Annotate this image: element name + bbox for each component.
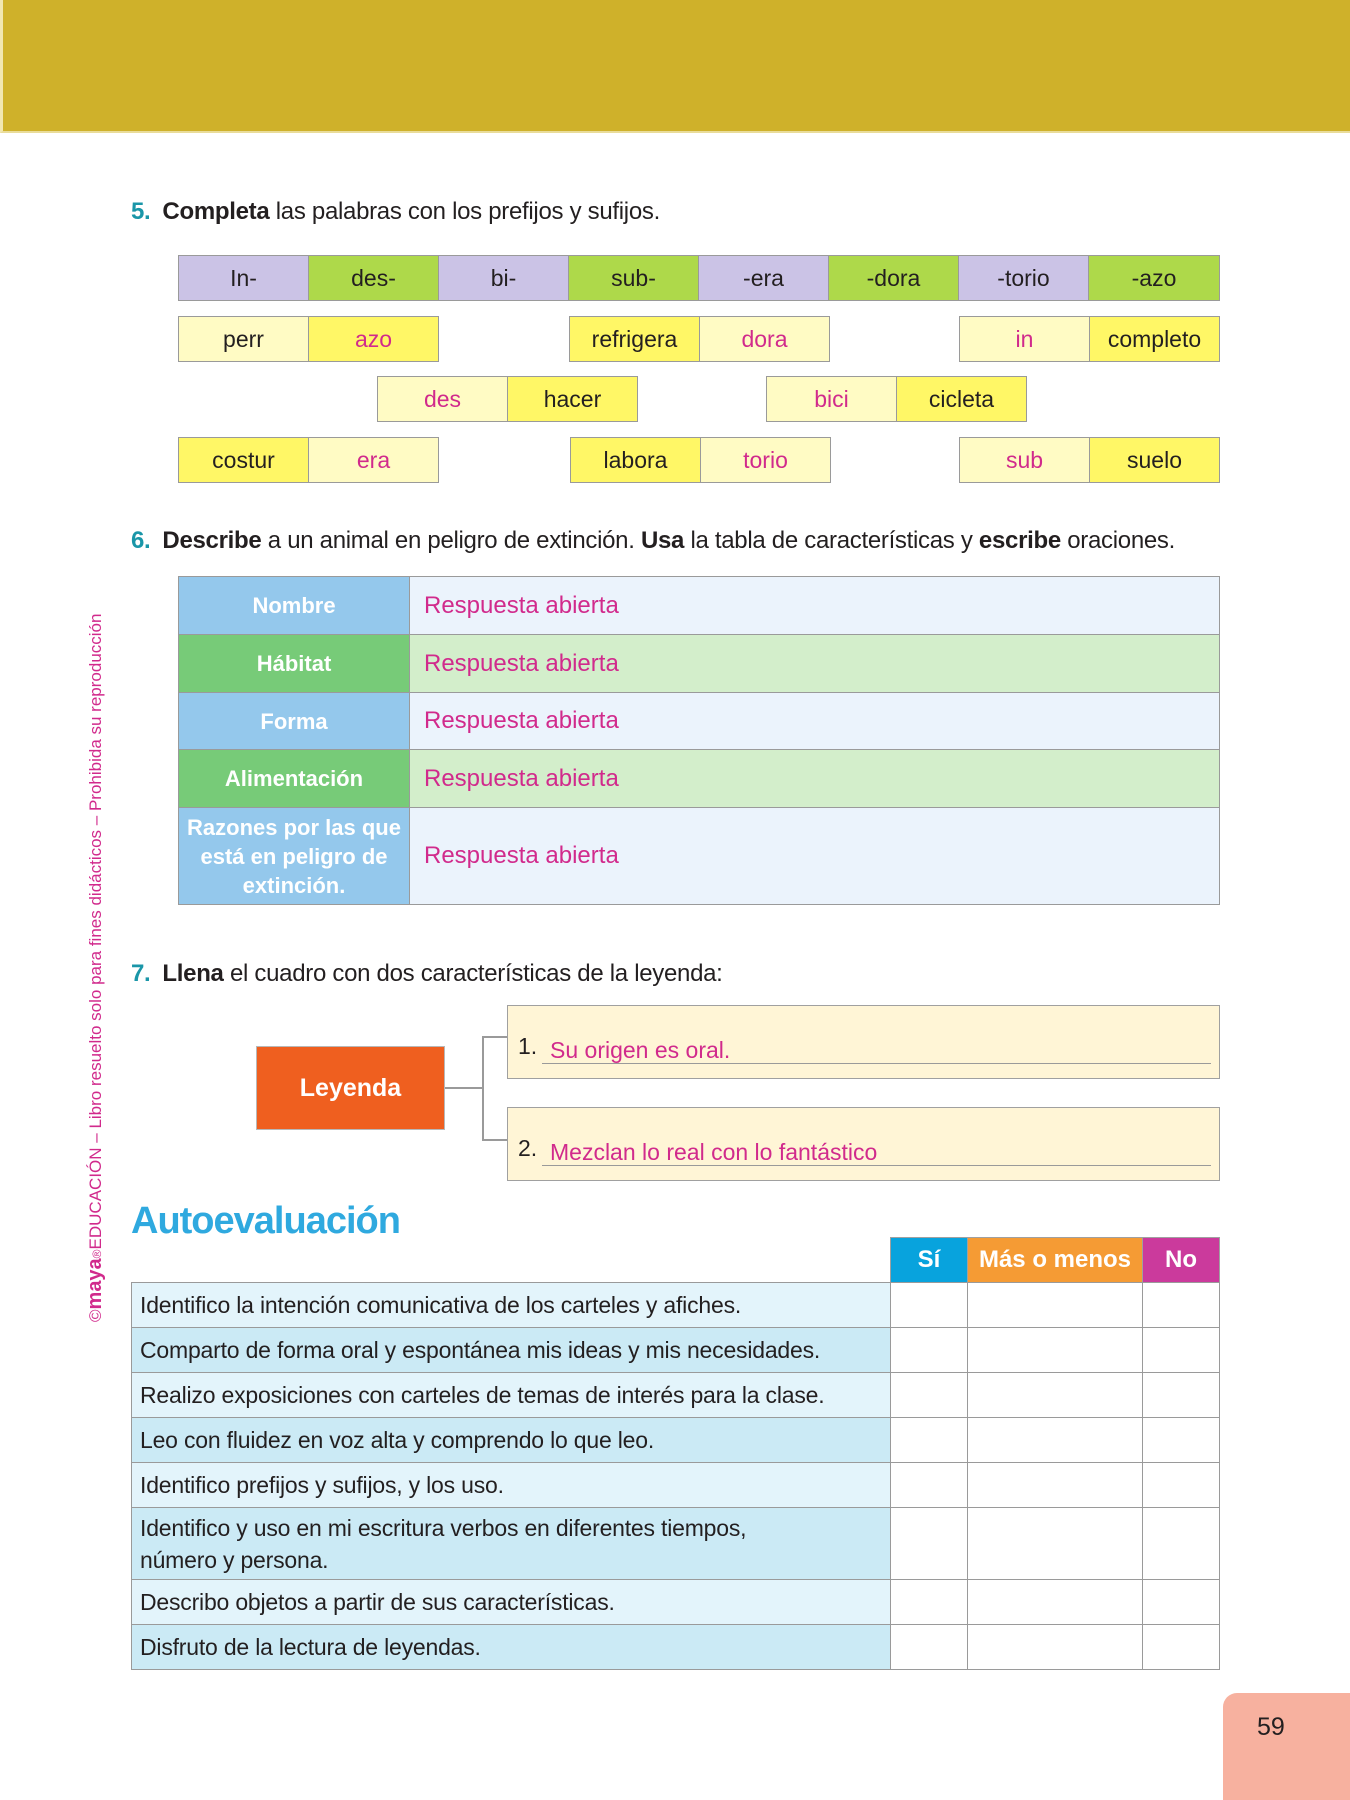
- connector-line: [445, 1087, 483, 1089]
- criterion-text: Describo objetos a partir de sus características.: [132, 1580, 891, 1624]
- q6-title: [131, 527, 1175, 555]
- row-label: Alimentación: [179, 750, 410, 807]
- row-answer[interactable]: Respuesta abierta: [410, 635, 1219, 692]
- table-row: [179, 635, 1219, 693]
- check-si[interactable]: [891, 1508, 968, 1579]
- table-row: [132, 1463, 1219, 1508]
- q6-text: a un animal en peligro de extinción.: [261, 527, 641, 554]
- affix-cell: des-: [308, 255, 439, 301]
- table-row: [179, 808, 1219, 904]
- page-number-tab: [1223, 1693, 1350, 1800]
- word-base: labora: [570, 437, 701, 483]
- word-answer[interactable]: dora: [699, 316, 830, 362]
- connector-line: [482, 1139, 507, 1141]
- check-si[interactable]: [891, 1418, 968, 1462]
- check-no[interactable]: [1143, 1418, 1219, 1462]
- q7-title: [131, 960, 723, 988]
- word-base: hacer: [507, 376, 638, 422]
- affix-cell: -azo: [1088, 255, 1220, 301]
- page-number: 59: [1257, 1713, 1285, 1741]
- criterion-text: Comparto de forma oral y espontánea mis ideas y mis necesidades.: [132, 1328, 891, 1372]
- affix-cell: -dora: [828, 255, 959, 301]
- q6-verb-usa: Usa: [640, 527, 685, 554]
- table-row: [132, 1283, 1219, 1328]
- q6-verb-describe: Describe: [162, 527, 262, 554]
- check-si[interactable]: [891, 1328, 968, 1372]
- table-row: [132, 1418, 1219, 1463]
- word-answer[interactable]: azo: [308, 316, 439, 362]
- table-row: [179, 750, 1219, 808]
- check-mas-o-menos[interactable]: [968, 1328, 1143, 1372]
- self-assessment-table: [131, 1282, 1220, 1670]
- row-answer[interactable]: Respuesta abierta: [410, 808, 1219, 904]
- q6-text: la tabla de características y: [684, 527, 979, 554]
- row-label: Forma: [179, 693, 410, 749]
- brand-logo: maya: [84, 1258, 106, 1310]
- check-mas-o-menos[interactable]: [968, 1580, 1143, 1624]
- affix-cell: -torio: [958, 255, 1089, 301]
- characteristic-box-2: [507, 1107, 1220, 1181]
- check-no[interactable]: [1143, 1580, 1219, 1624]
- word-base: completo: [1089, 316, 1220, 362]
- registered-symbol: ®: [90, 1249, 104, 1259]
- q7-verb: Llena: [162, 960, 224, 987]
- check-no[interactable]: [1143, 1625, 1219, 1669]
- affix-cell: -era: [698, 255, 829, 301]
- table-row: [132, 1625, 1219, 1669]
- copyright-symbol: ©: [86, 1309, 105, 1322]
- leyenda-box: Leyenda: [256, 1046, 445, 1130]
- affix-cell: sub-: [568, 255, 699, 301]
- connector-line: [482, 1036, 484, 1141]
- q7-text: el cuadro con dos características de la leyenda:: [223, 960, 723, 987]
- header-band: [0, 0, 1350, 133]
- characteristic-answer[interactable]: Su origen es oral.: [542, 1037, 1211, 1064]
- word-base: perr: [178, 316, 309, 362]
- check-no[interactable]: [1143, 1508, 1219, 1579]
- criterion-text: Identifico y uso en mi escritura verbos en diferentes tiempos, número y persona.: [132, 1508, 891, 1579]
- table-row: [179, 693, 1219, 750]
- item-number: 2.: [518, 1135, 538, 1161]
- table-row: [179, 577, 1219, 635]
- q5-number: 5.: [131, 198, 151, 225]
- q5-verb: Completa: [162, 198, 270, 225]
- word-answer[interactable]: in: [959, 316, 1090, 362]
- check-mas-o-menos[interactable]: [968, 1418, 1143, 1462]
- row-label: Razones por las que está en peligro de extinción.: [179, 808, 410, 904]
- affix-cell: bi-: [438, 255, 569, 301]
- q5-title: [131, 198, 660, 226]
- check-si[interactable]: [891, 1580, 968, 1624]
- column-header-si: Sí: [890, 1237, 968, 1282]
- criterion-text: Realizo exposiciones con carteles de temas de interés para la clase.: [132, 1373, 891, 1417]
- criterion-text: Disfruto de la lectura de leyendas.: [132, 1625, 891, 1669]
- criterion-text: Leo con fluidez en voz alta y comprendo lo que leo.: [132, 1418, 891, 1462]
- copyright-sidebar: [84, 614, 107, 1322]
- row-label: Hábitat: [179, 635, 410, 692]
- table-row: [132, 1508, 1219, 1580]
- row-answer[interactable]: Respuesta abierta: [410, 693, 1219, 749]
- word-answer[interactable]: des: [377, 376, 508, 422]
- characteristic-box-1: [507, 1005, 1220, 1079]
- connector-line: [482, 1036, 507, 1038]
- check-mas-o-menos[interactable]: [968, 1463, 1143, 1507]
- word-answer[interactable]: sub: [959, 437, 1090, 483]
- check-no[interactable]: [1143, 1463, 1219, 1507]
- check-no[interactable]: [1143, 1373, 1219, 1417]
- check-mas-o-menos[interactable]: [968, 1283, 1143, 1327]
- check-no[interactable]: [1143, 1283, 1219, 1327]
- row-answer[interactable]: Respuesta abierta: [410, 577, 1219, 634]
- table-row: [132, 1580, 1219, 1625]
- check-mas-o-menos[interactable]: [968, 1625, 1143, 1669]
- check-no[interactable]: [1143, 1328, 1219, 1372]
- column-header-no: No: [1142, 1237, 1220, 1282]
- q6-verb-escribe: escribe: [978, 527, 1061, 554]
- check-mas-o-menos[interactable]: [968, 1508, 1143, 1579]
- check-mas-o-menos[interactable]: [968, 1373, 1143, 1417]
- word-answer[interactable]: era: [308, 437, 439, 483]
- affix-cell: In-: [178, 255, 309, 301]
- self-assessment-title: Autoevaluación: [131, 1200, 400, 1242]
- check-si[interactable]: [891, 1283, 968, 1327]
- row-label: Nombre: [179, 577, 410, 634]
- q5-text: las palabras con los prefijos y sufijos.: [269, 198, 660, 225]
- check-si[interactable]: [891, 1373, 968, 1417]
- word-answer[interactable]: bici: [766, 376, 897, 422]
- q7-number: 7.: [131, 960, 151, 987]
- check-si[interactable]: [891, 1625, 968, 1669]
- word-answer[interactable]: torio: [700, 437, 831, 483]
- copyright-text: EDUCACIÓN – Libro resuelto solo para fines didácticos – Prohibida su reproducción: [86, 613, 105, 1250]
- q6-number: 6.: [131, 527, 151, 554]
- word-base: suelo: [1089, 437, 1220, 483]
- word-base: refrigera: [569, 316, 700, 362]
- criterion-text: Identifico prefijos y sufijos, y los uso.: [132, 1463, 891, 1507]
- word-base: costur: [178, 437, 309, 483]
- row-answer[interactable]: Respuesta abierta: [410, 750, 1219, 807]
- characteristic-answer[interactable]: Mezclan lo real con lo fantástico: [542, 1139, 1211, 1166]
- check-si[interactable]: [891, 1463, 968, 1507]
- criterion-text: Identifico la intención comunicativa de los carteles y afiches.: [132, 1283, 891, 1327]
- animal-characteristics-table: [178, 576, 1220, 905]
- table-row: [132, 1328, 1219, 1373]
- table-row: [132, 1373, 1219, 1418]
- q6-text: oraciones.: [1060, 527, 1175, 554]
- word-base: cicleta: [896, 376, 1027, 422]
- column-header-mas-o-menos: Más o menos: [967, 1237, 1143, 1282]
- item-number: 1.: [518, 1033, 538, 1059]
